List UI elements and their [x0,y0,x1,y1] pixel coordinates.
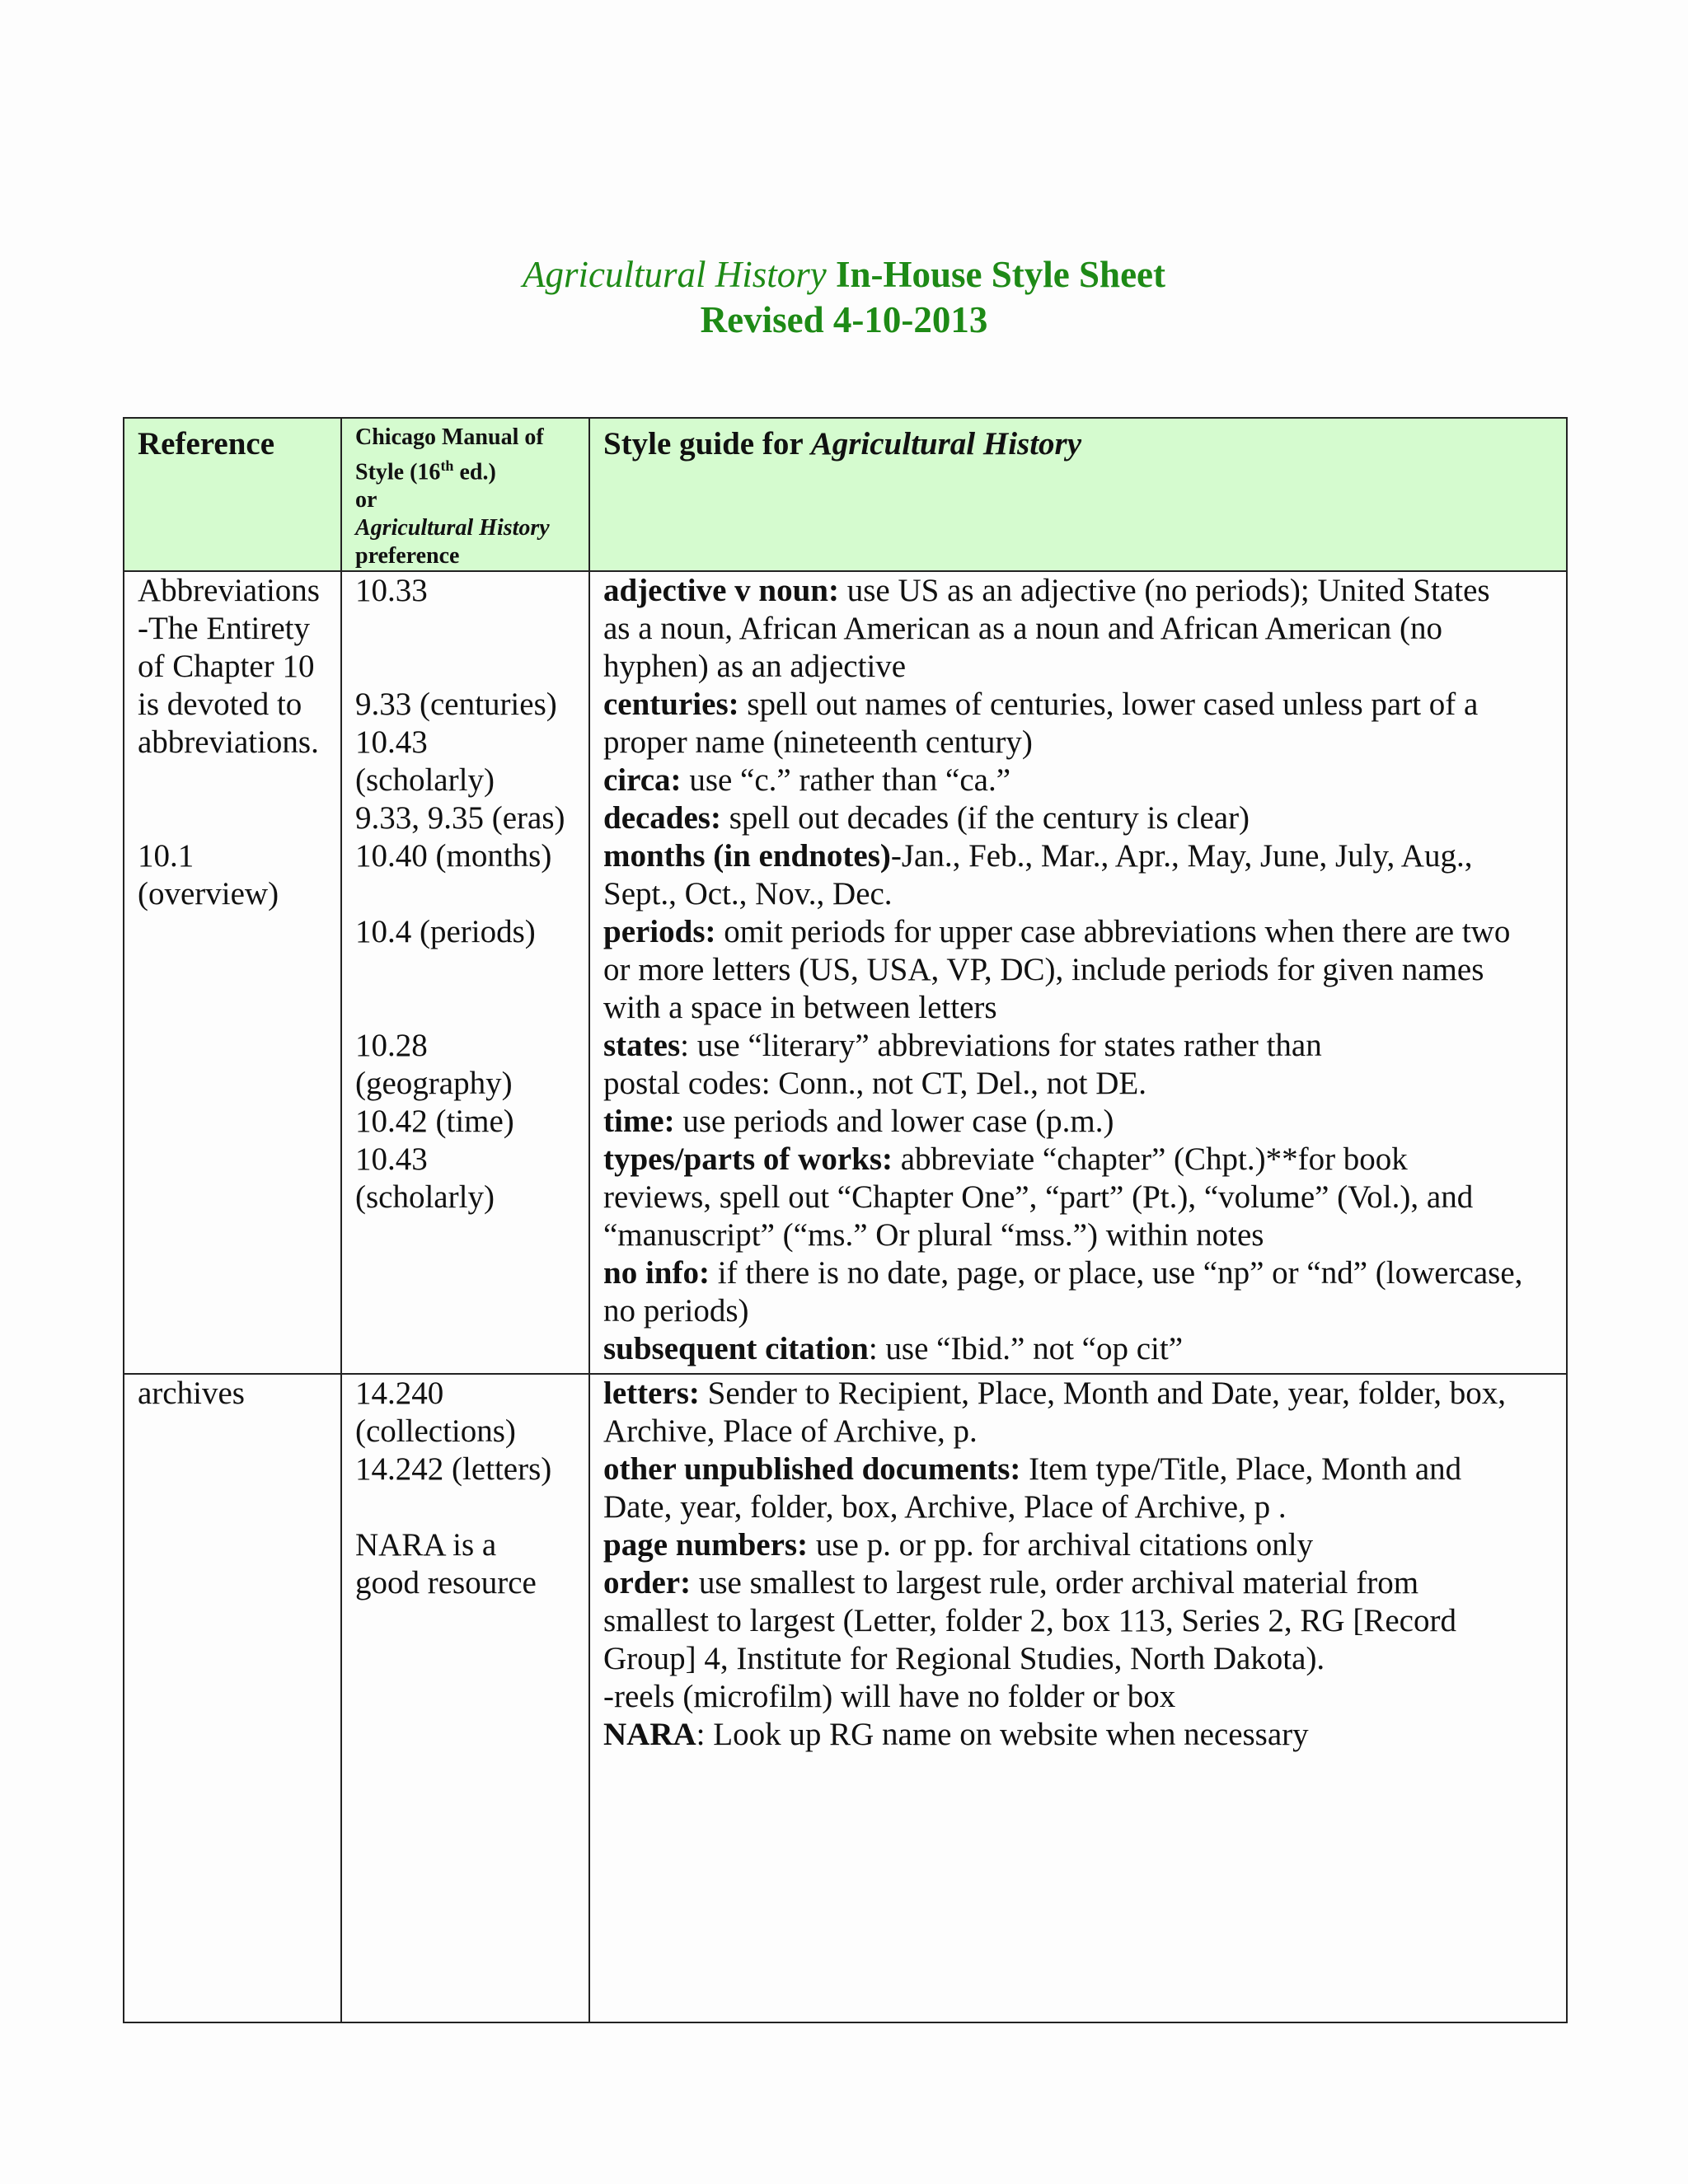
rule-text: use “c.” rather than “ca.” [681,762,1011,799]
style-rule-line [603,1451,1553,1488]
cell-line: is devoted to [138,687,302,723]
rule-term: months (in endnotes) [603,838,891,874]
style-rule-line [603,1141,1553,1179]
header-chicago-journal: Agricultural History [355,515,550,541]
style-rule-line [603,875,1553,913]
rule-text: as a noun, African American as a noun and African American (no [603,611,1442,647]
cell-line [355,1488,575,1526]
rule-text: Archive, Place of Archive, p. [603,1413,978,1450]
cell-line: 14.242 (letters) [355,1451,552,1488]
cell-line: of Chapter 10 [138,649,315,685]
cell-line: 14.240 [355,1376,444,1412]
style-rule-line [603,837,1553,875]
rule-term: no info: [603,1255,710,1291]
style-rule-line [603,1640,1553,1678]
cell-line: 9.33 (centuries) [355,687,557,723]
style-rule-line [603,1413,1553,1451]
rule-text: use US as an adjective (no periods); United States [839,573,1490,609]
style-rule-line [603,1292,1553,1330]
rule-term: other unpublished documents: [603,1451,1021,1488]
rule-text: -Jan., Feb., Mar., Apr., May, June, July, Aug., [890,838,1473,874]
title-journal-name: Agricultural History [522,254,827,295]
revision-date: Revised 4-10-2013 [700,299,988,340]
rule-text: hyphen) as an adjective [603,649,907,685]
header-chicago [341,418,589,571]
reference-cell [124,1374,341,2022]
header-style-guide-label: Style guide for Agricultural History [603,426,1082,462]
cell-line: abbreviations. [138,724,319,761]
rule-text: smallest to largest (Letter, folder 2, box 113, Series 2, RG [Record [603,1603,1456,1639]
guide-cell [589,571,1567,1374]
cell-line: good resource [355,1565,537,1601]
cell-line: (scholarly) [355,1179,495,1216]
rule-term: centuries: [603,687,739,723]
rule-term: page numbers: [603,1527,809,1563]
guide-cell [589,1374,1567,2022]
header-chicago-line2: Style (16th ed.) [355,457,496,485]
style-rule-line [603,648,1553,686]
style-rule-line [603,762,1553,799]
table-header-row [124,418,1567,571]
cell-line [355,951,575,989]
cell-line: 10.33 [355,573,428,609]
rule-term: subsequent citation [603,1331,869,1367]
rule-text: : use “literary” abbreviations for states rather than [680,1028,1322,1064]
rule-text: spell out decades (if the century is clear) [720,800,1250,837]
cell-line: (collections) [355,1413,516,1450]
cell-line: NARA is a [355,1527,497,1563]
style-rule-line [603,610,1553,648]
cell-line: Abbreviations [138,573,320,609]
cell-line: 10.40 (months) [355,838,552,874]
header-chicago-or: or [355,487,377,513]
rule-text: : use “Ibid.” not “op cit” [868,1331,1184,1367]
document-title [0,252,1688,297]
cell-line: 9.33, 9.35 (eras) [355,800,565,837]
rule-text: if there is no date, page, or place, use “np” or “nd” (lowercase, [709,1255,1523,1291]
style-rule-line [603,1375,1553,1413]
rule-term: circa: [603,762,682,799]
style-rule-line [603,1179,1553,1216]
header-reference [124,418,341,571]
style-rule-line [603,1027,1553,1065]
cell-line: 10.43 [355,724,428,761]
cell-line: (geography) [355,1066,513,1102]
style-rule-line [603,913,1553,951]
style-rule-line [603,572,1553,610]
header-reference-label: Reference [138,426,274,462]
rule-text: postal codes: Conn., not CT, Del., not DE. [603,1066,1146,1102]
rule-text: reviews, spell out “Chapter One”, “part” (Pt.), “volume” (Vol.), and [603,1179,1474,1216]
rule-text: Sept., Oct., Nov., Dec. [603,876,893,912]
style-rule-line [603,1526,1553,1564]
table-row [124,571,1567,1374]
rule-term: adjective v noun: [603,573,839,609]
style-rule-line [603,1564,1553,1602]
chicago-cell [341,1374,589,2022]
style-rule-line [603,1103,1553,1141]
style-rule-line [603,799,1553,837]
rule-text: “manuscript” (“ms.” Or plural “mss.”) within notes [603,1217,1264,1254]
rule-term: decades: [603,800,721,837]
cell-line: -The Entirety [138,611,310,647]
style-rule-line [603,1678,1553,1716]
rule-text: use smallest to largest rule, order archival material from [691,1565,1419,1601]
style-rule-line [603,1716,1553,1754]
chicago-cell [341,571,589,1374]
rule-text: use p. or pp. for archival citations only [808,1527,1314,1563]
rule-term: states [603,1028,681,1064]
rule-text: omit periods for upper case abbreviations when there are two [715,914,1511,950]
style-rule-line [603,1254,1553,1292]
rule-text: abbreviate “chapter” (Chpt.)**for book [892,1141,1408,1178]
rule-text: or more letters (US, USA, VP, DC), include periods for given names [603,952,1484,988]
cell-line: (scholarly) [355,762,495,799]
rule-term: types/parts of works: [603,1141,893,1178]
header-style-guide [589,418,1567,571]
cell-line [355,648,575,686]
cell-line: 10.4 (periods) [355,914,536,950]
rule-text: with a space in between letters [603,990,997,1026]
style-rule-line [603,1065,1553,1103]
header-chicago-line1: Chicago Manual of [355,424,544,450]
style-rule-line [603,1330,1553,1368]
style-rule-line [603,1602,1553,1640]
rule-text: Group] 4, Institute for Regional Studies, North Dakota). [603,1641,1325,1677]
rule-text: spell out names of centuries, lower cased unless part of a [738,687,1479,723]
style-rule-line [603,1216,1553,1254]
cell-line: 10.28 [355,1028,428,1064]
rule-text: Sender to Recipient, Place, Month and Date, year, folder, box, [699,1376,1506,1412]
title-rest: In-House Style Sheet [835,254,1165,295]
rule-term: NARA [603,1717,696,1753]
rule-text: Date, year, folder, box, Archive, Place of Archive, p . [603,1489,1287,1526]
rule-text: : Look up RG name on website when necessary [696,1717,1309,1753]
style-sheet-table [123,417,1568,2023]
rule-text: proper name (nineteenth century) [603,724,1033,761]
cell-line [355,875,575,913]
rule-term: letters: [603,1376,700,1412]
reference-cell [124,571,341,1374]
rule-term: time: [603,1104,675,1140]
rule-term: periods: [603,914,716,950]
rule-text: use periods and lower case (p.m.) [674,1104,1114,1140]
cell-line [138,762,327,799]
style-rule-line [603,951,1553,989]
cell-line: archives [138,1376,245,1412]
style-rule-line [603,1488,1553,1526]
style-rule-line [603,989,1553,1027]
rule-term: order: [603,1565,692,1601]
rule-text: Item type/Title, Place, Month and [1020,1451,1462,1488]
rule-text: no periods) [603,1293,749,1329]
cell-line [355,610,575,648]
header-chicago-preference: preference [355,543,460,569]
cell-line: 10.1 [138,838,195,874]
cell-line: (overview) [138,876,279,912]
style-rule-line [603,724,1553,762]
table-row [124,1374,1567,2022]
style-rule-line [603,686,1553,724]
rule-text: -reels (microfilm) will have no folder or box [603,1679,1176,1715]
cell-line [138,799,327,837]
cell-line [355,989,575,1027]
cell-line: 10.43 [355,1141,428,1178]
cell-line: 10.42 (time) [355,1104,514,1140]
